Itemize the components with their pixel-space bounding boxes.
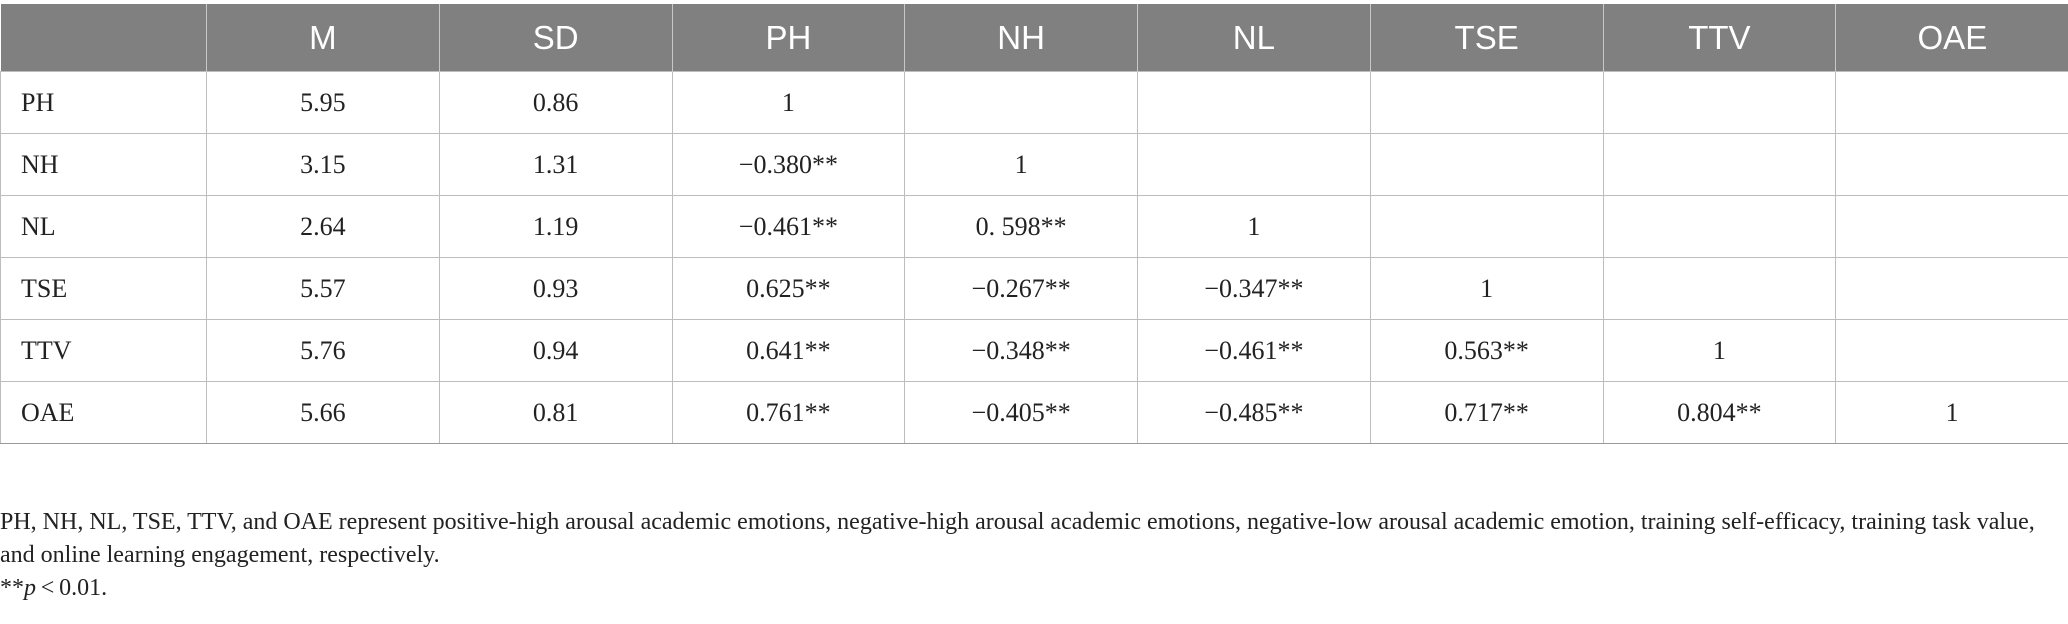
table-cell <box>1836 320 2068 382</box>
header-cell-sd: SD <box>439 4 672 72</box>
table-cell <box>1603 258 1836 320</box>
table-cell: 0.804** <box>1603 382 1836 444</box>
header-cell-ttv: TTV <box>1603 4 1836 72</box>
table-cell <box>1603 196 1836 258</box>
table-cell: 3.15 <box>207 134 440 196</box>
table-cell: 5.95 <box>207 72 440 134</box>
table-cell: 5.66 <box>207 382 440 444</box>
row-label: PH <box>1 72 207 134</box>
table-cell: −0.405** <box>905 382 1138 444</box>
sig-stars: ** <box>0 575 24 601</box>
table-cell <box>1138 134 1371 196</box>
table-cell: 1 <box>1370 258 1603 320</box>
table-cell <box>1603 134 1836 196</box>
table-cell: −0.348** <box>905 320 1138 382</box>
table-row <box>1 196 2068 258</box>
table-row <box>1 382 2068 444</box>
table-row <box>1 258 2068 320</box>
table-cell: 1 <box>1138 196 1371 258</box>
table-cell <box>1138 72 1371 134</box>
header-cell-oae: OAE <box>1836 4 2068 72</box>
row-label: TTV <box>1 320 207 382</box>
table-cell <box>1370 72 1603 134</box>
table-body <box>1 72 2068 444</box>
header-cell-m: M <box>207 4 440 72</box>
table-cell: 0.641** <box>672 320 905 382</box>
table-cell: −0.461** <box>672 196 905 258</box>
table-cell: 0.761** <box>672 382 905 444</box>
table-row <box>1 320 2068 382</box>
table-cell: 0.86 <box>439 72 672 134</box>
table-cell: 1.31 <box>439 134 672 196</box>
table-cell <box>1603 72 1836 134</box>
table-cell: −0.267** <box>905 258 1138 320</box>
table-cell: −0.380** <box>672 134 905 196</box>
table-cell: −0.461** <box>1138 320 1371 382</box>
table-cell: 1 <box>1603 320 1836 382</box>
header-cell-corner <box>1 4 207 72</box>
header-row <box>1 4 2068 72</box>
table-cell: −0.485** <box>1138 382 1371 444</box>
table-cell: 0.717** <box>1370 382 1603 444</box>
table-cell: 5.76 <box>207 320 440 382</box>
table-cell <box>1370 196 1603 258</box>
table-cell: −0.347** <box>1138 258 1371 320</box>
significance-note <box>0 572 2068 605</box>
table-cell: 2.64 <box>207 196 440 258</box>
row-label: TSE <box>1 258 207 320</box>
header-cell-ph: PH <box>672 4 905 72</box>
table-row <box>1 134 2068 196</box>
table-cell: 1 <box>1836 382 2068 444</box>
header-cell-tse: TSE <box>1370 4 1603 72</box>
abbreviation-note: PH, NH, NL, TSE, TTV, and OAE represent positive-high arousal academic emotions, negative-high arousal academic emotions, negative-low arousal academic emotion, training self-efficacy, training task value, and online learning engagement, respectively. <box>0 509 2035 568</box>
table-cell: 0. 598** <box>905 196 1138 258</box>
table-cell: 0.94 <box>439 320 672 382</box>
table-footnote <box>0 506 2068 605</box>
row-label: NL <box>1 196 207 258</box>
table-cell: 5.57 <box>207 258 440 320</box>
table-row <box>1 72 2068 134</box>
correlation-table-container <box>0 4 2068 444</box>
table-header <box>1 4 2068 72</box>
table-cell <box>1836 72 2068 134</box>
table-cell <box>905 72 1138 134</box>
table-cell <box>1836 258 2068 320</box>
table-cell: 0.81 <box>439 382 672 444</box>
table-cell: 1 <box>905 134 1138 196</box>
row-label: OAE <box>1 382 207 444</box>
table-cell <box>1370 134 1603 196</box>
correlation-table <box>0 4 2068 444</box>
table-cell <box>1836 196 2068 258</box>
table-cell: 0.93 <box>439 258 672 320</box>
table-cell: 0.563** <box>1370 320 1603 382</box>
sig-threshold: < 0.01. <box>36 575 108 601</box>
header-cell-nh: NH <box>905 4 1138 72</box>
row-label: NH <box>1 134 207 196</box>
header-cell-nl: NL <box>1138 4 1371 72</box>
table-cell <box>1836 134 2068 196</box>
sig-p: p <box>24 575 36 601</box>
table-cell: 0.625** <box>672 258 905 320</box>
table-cell: 1.19 <box>439 196 672 258</box>
table-cell: 1 <box>672 72 905 134</box>
